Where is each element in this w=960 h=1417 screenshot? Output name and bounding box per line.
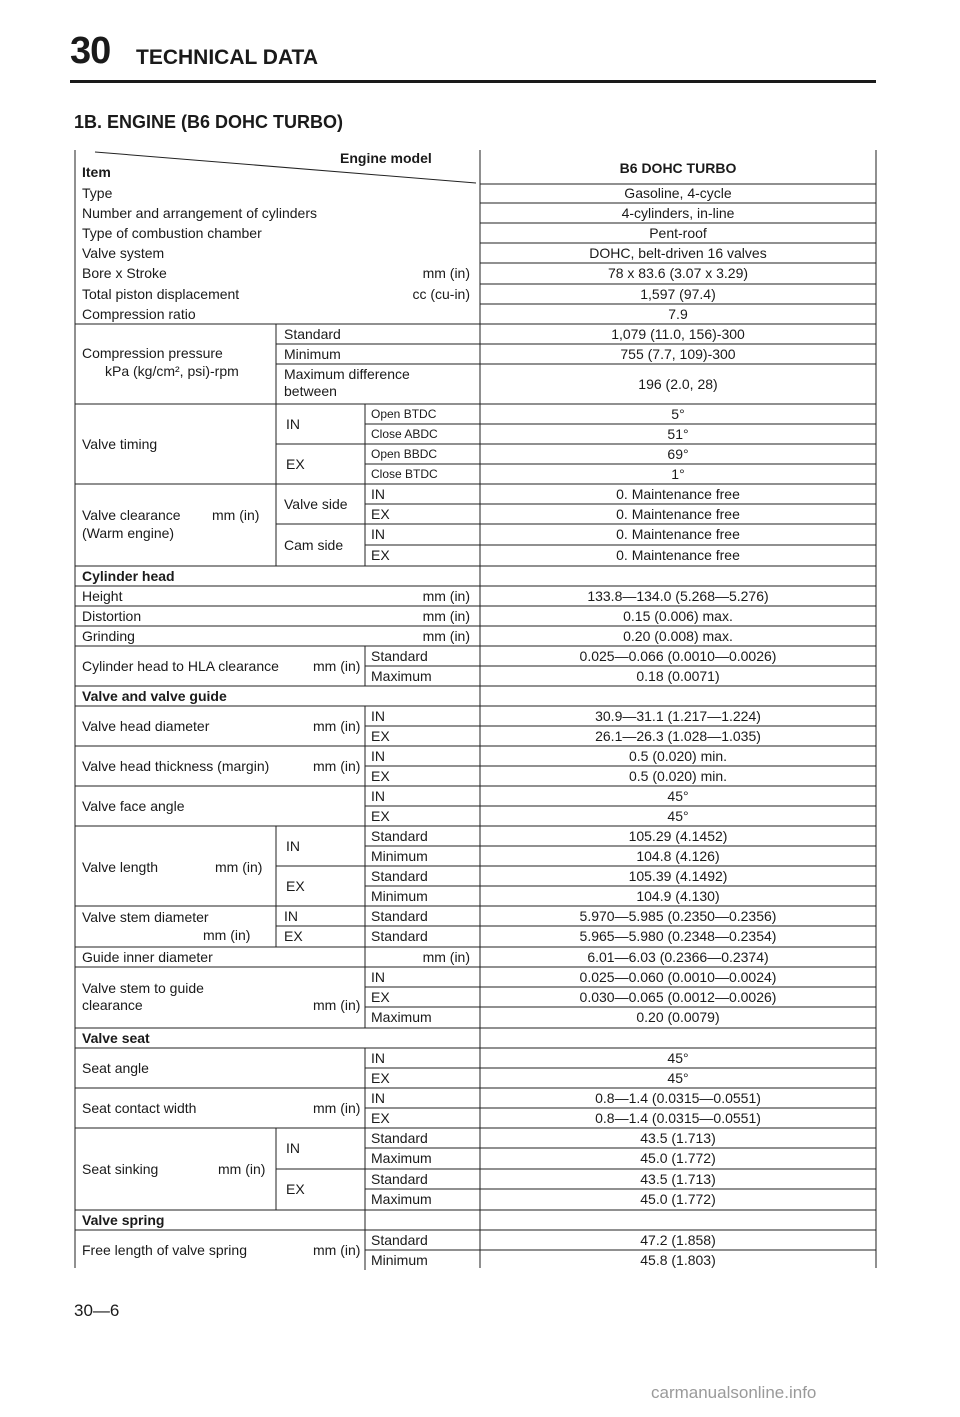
row-value: 7.9 <box>668 306 688 322</box>
row-value: 1,079 (11.0, 156)-300 <box>611 326 745 342</box>
row-unit: mm (in) <box>203 927 251 943</box>
row-unit: cc (cu-in) <box>412 286 470 302</box>
sub-label: Standard <box>371 1130 428 1146</box>
row-label: Compression ratio <box>82 306 196 322</box>
sub-label: EX <box>371 728 390 744</box>
row-value: 51° <box>667 426 689 442</box>
row-label: Distortion <box>82 608 142 624</box>
row-value: 6.01—6.03 (0.2366—0.2374) <box>587 949 769 965</box>
row-value: 0. Maintenance free <box>616 547 740 563</box>
row-unit: mm (in) <box>313 1100 361 1116</box>
row-unit: mm (in) <box>422 608 470 624</box>
valve-seat-title: Valve seat <box>82 1030 150 1046</box>
row-label: (Warm engine) <box>82 525 175 541</box>
model-name: B6 DOHC TURBO <box>619 160 737 176</box>
sub-label: Standard <box>371 1232 428 1248</box>
row-value: 5° <box>671 406 685 422</box>
row-unit: mm (in) <box>313 758 361 774</box>
row-label: Valve head thickness (margin) <box>82 758 270 774</box>
row-label: Valve head diameter <box>82 718 210 734</box>
row-value: 0.20 (0.008) max. <box>623 628 733 644</box>
sub-label: Standard <box>371 828 428 844</box>
sub-label: Standard <box>371 928 428 944</box>
row-value: 0.8—1.4 (0.0315—0.0551) <box>595 1110 761 1126</box>
sub-label: IN <box>371 788 385 804</box>
row-label: Compression pressure <box>82 345 223 361</box>
chapter-title: TECHNICAL DATA <box>136 46 318 69</box>
sub-label: Standard <box>371 908 428 924</box>
row-label: Seat sinking <box>82 1161 159 1177</box>
row-value: 1,597 (97.4) <box>640 286 716 302</box>
row-value: 30.9—31.1 (1.217—1.224) <box>595 708 761 724</box>
sub-label: Standard <box>371 648 428 664</box>
row-value: 104.8 (4.126) <box>636 848 720 864</box>
row-label: Valve system <box>82 245 165 261</box>
row-label: Valve length <box>82 859 159 875</box>
sub-label: Minimum <box>371 888 428 904</box>
sub-label: IN <box>286 1140 300 1156</box>
row-value: 196 (2.0, 28) <box>638 376 718 392</box>
engine-model-header: Engine model <box>340 150 432 166</box>
row-label: Valve clearance <box>82 507 181 523</box>
sub-label: Maximum <box>371 1150 432 1166</box>
row-unit: mm (in) <box>313 1242 361 1258</box>
sub-label: Maximum <box>371 1009 432 1025</box>
sub-label: EX <box>371 808 390 824</box>
row-label: Valve face angle <box>82 798 185 814</box>
row-value: 0.5 (0.020) min. <box>628 748 728 764</box>
item-header: Item <box>82 164 111 180</box>
section-title: 1B. ENGINE (B6 DOHC TURBO) <box>74 112 344 132</box>
row-label: Free length of valve spring <box>82 1242 247 1258</box>
sub-label: IN <box>284 908 298 924</box>
row-value: 0.18 (0.0071) <box>636 668 720 684</box>
row-value: 0.025—0.060 (0.0010—0.0024) <box>579 969 777 985</box>
sub-label: EX <box>286 878 305 894</box>
sub-label: IN <box>286 838 300 854</box>
sub-label: Cam side <box>284 537 344 553</box>
row-label: Seat angle <box>82 1060 149 1076</box>
sub-label: EX <box>371 547 390 563</box>
row-label: Total piston displacement <box>82 286 240 302</box>
sub-label: Standard <box>371 868 428 884</box>
row-label: Valve timing <box>82 436 158 452</box>
page-number: 30—6 <box>74 1301 120 1320</box>
row-label: clearance <box>82 997 143 1013</box>
sub-label: Open BBDC <box>371 447 438 461</box>
row-value: 26.1—26.3 (1.028—1.035) <box>595 728 761 744</box>
row-value: 105.29 (4.1452) <box>628 828 728 844</box>
sub-label: IN <box>371 708 385 724</box>
row-value: 78 x 83.6 (3.07 x 3.29) <box>607 265 749 281</box>
sub-label: IN <box>371 486 385 502</box>
row-unit: mm (in) <box>422 949 470 965</box>
row-unit: mm (in) <box>313 718 361 734</box>
sub-label: IN <box>371 526 385 542</box>
row-value: 0.025—0.066 (0.0010—0.0026) <box>579 648 777 664</box>
sub-label: Maximum <box>371 668 432 684</box>
sub-label: Open BTDC <box>371 407 437 421</box>
row-unit: mm (in) <box>422 265 470 281</box>
sub-label: EX <box>286 1181 305 1197</box>
chapter-number: 30 <box>70 30 111 72</box>
sub-label: Close ABDC <box>371 427 438 441</box>
sub-label: IN <box>371 1090 385 1106</box>
row-value: 133.8—134.0 (5.268—5.276) <box>587 588 769 604</box>
row-label: Cylinder head to HLA clearance <box>82 658 279 674</box>
row-value: 755 (7.7, 109)-300 <box>620 346 736 362</box>
row-unit: mm (in) <box>215 859 263 875</box>
row-value: 105.39 (4.1492) <box>628 868 728 884</box>
row-label: Guide inner diameter <box>82 949 213 965</box>
row-value: 0.5 (0.020) min. <box>628 768 728 784</box>
sub-label: Minimum <box>371 1252 428 1268</box>
row-label: Valve stem to guide <box>82 980 204 996</box>
row-label: Grinding <box>82 628 135 644</box>
row-value: 104.9 (4.130) <box>636 888 720 904</box>
sub-label: Maximum difference between <box>284 366 410 399</box>
row-value: 0.030—0.065 (0.0012—0.0026) <box>579 989 777 1005</box>
row-unit: mm (in) <box>218 1161 266 1177</box>
row-value: 45° <box>667 1070 689 1086</box>
sub-label: IN <box>371 969 385 985</box>
row-value: 0.8—1.4 (0.0315—0.0551) <box>595 1090 761 1106</box>
sub-label: EX <box>371 506 390 522</box>
row-value: 5.965—5.980 (0.2348—0.2354) <box>579 928 777 944</box>
row-value: 0. Maintenance free <box>616 506 740 522</box>
row-label: Number and arrangement of cylinders <box>82 205 318 221</box>
row-value: 45.0 (1.772) <box>640 1191 716 1207</box>
sub-label: IN <box>371 1050 385 1066</box>
valve-guide-title: Valve and valve guide <box>82 688 227 704</box>
row-unit: mm (in) <box>422 588 470 604</box>
valve-spring-title: Valve spring <box>82 1212 165 1228</box>
row-value: 45.8 (1.803) <box>640 1252 716 1268</box>
row-value: 45° <box>667 1050 689 1066</box>
row-value: 45.0 (1.772) <box>640 1150 716 1166</box>
row-unit: mm (in) <box>313 997 361 1013</box>
row-value: 45° <box>667 808 689 824</box>
row-value: 47.2 (1.858) <box>640 1232 716 1248</box>
row-value: 1° <box>671 466 685 482</box>
row-value: 0. Maintenance free <box>616 486 740 502</box>
sub-label: EX <box>284 928 303 944</box>
row-unit: kPa (kg/cm², psi)-rpm <box>105 363 239 379</box>
row-label: Type <box>82 185 113 201</box>
row-value: 0. Maintenance free <box>616 526 740 542</box>
sub-label: Valve side <box>284 496 348 512</box>
row-value: 45° <box>667 788 689 804</box>
row-value: Gasoline, 4-cycle <box>624 185 732 201</box>
row-value: DOHC, belt-driven 16 valves <box>589 245 767 261</box>
sub-label: EX <box>286 456 305 472</box>
sub-label: Minimum <box>284 346 341 362</box>
row-unit: mm (in) <box>422 628 470 644</box>
cylinder-head-title: Cylinder head <box>82 568 175 584</box>
sub-label: EX <box>371 768 390 784</box>
row-unit: mm (in) <box>212 507 260 523</box>
row-value: 5.970—5.985 (0.2350—0.2356) <box>579 908 777 924</box>
row-value: 4-cylinders, in-line <box>621 205 735 221</box>
sub-label: EX <box>371 1110 390 1126</box>
row-label: Seat contact width <box>82 1100 197 1116</box>
sub-label: EX <box>371 989 390 1005</box>
row-unit: mm (in) <box>313 658 361 674</box>
row-value: 43.5 (1.713) <box>640 1130 716 1146</box>
row-value: 0.20 (0.0079) <box>636 1009 720 1025</box>
watermark: carmanualsonline.info <box>651 1383 817 1402</box>
row-label: Bore x Stroke <box>82 265 167 281</box>
row-label: Type of combustion chamber <box>82 225 262 241</box>
sub-label: EX <box>371 1070 390 1086</box>
row-value: 0.15 (0.006) max. <box>623 608 733 624</box>
sub-label: IN <box>371 748 385 764</box>
sub-label: Standard <box>371 1171 428 1187</box>
sub-label: IN <box>286 416 300 432</box>
sub-label: Maximum <box>371 1191 432 1207</box>
row-value: 43.5 (1.713) <box>640 1171 716 1187</box>
sub-label: Close BTDC <box>371 467 438 481</box>
sub-label: Minimum <box>371 848 428 864</box>
sub-label: Standard <box>284 326 341 342</box>
row-value: 69° <box>667 446 689 462</box>
row-value: Pent-roof <box>649 225 707 241</box>
row-label: Valve stem diameter <box>82 909 209 925</box>
row-label: Height <box>82 588 123 604</box>
